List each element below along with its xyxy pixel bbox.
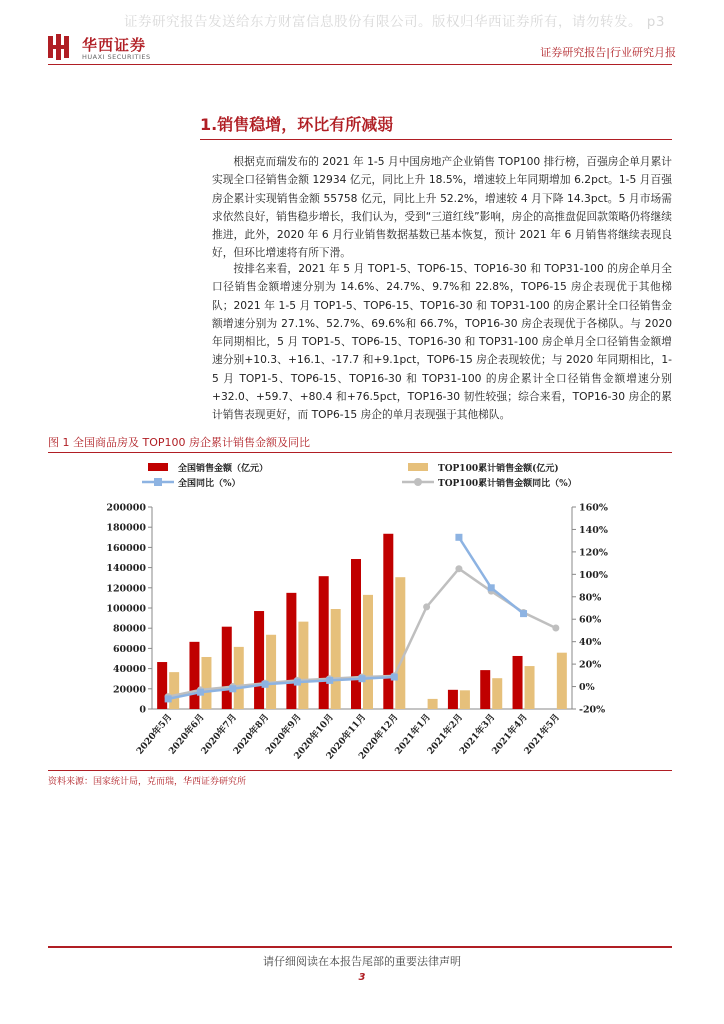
left-tick-label: 140000 — [106, 563, 146, 575]
right-tick-label: 20% — [579, 659, 602, 671]
legend-label-1: TOP100累计销售金额(亿元) — [438, 464, 559, 474]
logo-mark-icon — [48, 34, 70, 60]
top100-sales-bar — [395, 577, 405, 709]
left-tick-label: 120000 — [106, 583, 146, 595]
figure-title-divider — [48, 452, 672, 453]
left-tick-label: 200000 — [106, 502, 146, 514]
national-sales-bar — [286, 593, 296, 709]
x-tick-label: 2020年7月 — [199, 712, 240, 757]
national-sales-bar — [351, 559, 361, 709]
top100-sales-bar — [460, 690, 470, 709]
national-sales-bar — [222, 627, 232, 709]
right-tick-label: 40% — [579, 637, 602, 649]
section-title: 1.销售稳增，环比有所减弱 — [200, 115, 394, 134]
top100-yoy-point — [455, 565, 462, 572]
sales-chart — [48, 455, 672, 767]
left-tick-label: 160000 — [106, 542, 146, 554]
national-sales-bar — [448, 690, 458, 709]
header-report-type: 证券研究报告|行业研究月报 — [540, 46, 676, 59]
national-yoy-point — [488, 584, 495, 591]
top100-yoy-point — [423, 603, 430, 610]
national-yoy-point — [326, 677, 333, 684]
legend-label-2: 全国同比（%） — [178, 479, 241, 489]
national-yoy-point — [165, 695, 172, 702]
source-note: 资料来源：国家统计局，克而瑞，华西证券研究所 — [48, 777, 247, 787]
x-tick-label: 2021年4月 — [490, 712, 530, 757]
header-divider — [48, 64, 672, 65]
national-yoy-point — [359, 675, 366, 682]
top100-sales-bar — [428, 699, 438, 709]
national-sales-bar — [254, 611, 264, 709]
x-tick-label: 2020年10月 — [292, 712, 336, 762]
right-tick-label: 80% — [579, 592, 602, 604]
legend-swatch-0 — [148, 463, 168, 471]
section-title-divider — [200, 139, 672, 140]
left-tick-label: 180000 — [106, 522, 146, 534]
left-tick-label: 40000 — [112, 664, 146, 676]
top100-sales-bar — [298, 622, 308, 709]
watermark-text: 证券研究报告发送给东方财富信息股份有限公司。版权归华西证券所有，请勿转发。 p3 — [124, 14, 665, 30]
x-tick-label: 2020年9月 — [264, 712, 304, 757]
national-sales-bar — [319, 576, 329, 709]
legend-label-0: 全国销售金额（亿元） — [178, 464, 269, 474]
company-logo — [48, 34, 158, 66]
left-tick-label: 60000 — [112, 643, 146, 655]
legend-swatch-1 — [408, 463, 428, 471]
x-tick-label: 2020年5月 — [135, 712, 175, 757]
logo-en: HUAXI SECURITIES — [82, 53, 151, 61]
national-yoy-point — [391, 674, 398, 681]
national-sales-bar — [480, 670, 490, 709]
right-tick-label: 160% — [579, 502, 608, 514]
left-tick-label: 0 — [139, 704, 146, 716]
national-sales-bar — [189, 642, 199, 709]
paragraph-2: 按排名来看，2021 年 5 月 TOP1-5、TOP6-15、TOP16-30 和 TOP31-100 的房企单月全口径销售金额增速分别为 14.6%、24.7%、9.7%和 22.8%，TOP6-15 房企表现优于其他梯队；2021 年 1-5 月 TOP1-5、TOP6-15、TOP16-30 和 TOP31-100 的房企累计全口径销售金额增速分别为 27.1%、52.7%、69.6%和 66.7%，TOP16-30 房企表现优于各梯队。与 2020 年同期相比，5 月 TOP1-5、TOP6-15、TOP16-30 和 TOP31-100 房企单月全口径销售金额增速分别+10.3、+16.1、-17.7 和+9.1pct，TOP6-15 房企表现较优；与 2020 年同期相比，1-5 月 TOP1-5、TOP6-15、TOP16-30 和 TOP31-100 的房企累计全口径销售金额增速分别+32.0、+59.7、+80.4 和+76.5pct，TOP16-30 韧性较强；综合来看，TOP16-30 房企的累计销售表现更好，而 TOP6-15 房企的单月表现强于其他梯队。 — [212, 262, 672, 422]
national-sales-bar — [513, 656, 523, 709]
left-tick-label: 100000 — [106, 603, 146, 615]
right-tick-label: 100% — [579, 569, 608, 581]
national-yoy-point — [520, 610, 527, 617]
right-tick-label: 0% — [579, 682, 595, 694]
national-yoy-point — [229, 685, 236, 692]
left-tick-label: 80000 — [112, 623, 146, 635]
x-tick-label: 2021年2月 — [425, 712, 466, 757]
top100-sales-bar — [169, 672, 179, 709]
source-divider — [48, 770, 672, 771]
national-yoy-point — [262, 681, 269, 688]
legend-marker-3 — [414, 478, 422, 486]
right-tick-label: 140% — [579, 524, 608, 536]
top100-sales-bar — [331, 609, 341, 709]
x-tick-label: 2021年5月 — [522, 712, 563, 757]
page-number: 3 — [358, 972, 366, 983]
figure-title: 图 1 全国商品房及 TOP100 房企累计销售金额及同比 — [48, 436, 310, 449]
national-yoy-point — [455, 534, 462, 541]
top100-sales-bar — [201, 657, 211, 709]
legend-marker-2 — [154, 478, 162, 486]
legend-label-3: TOP100累计销售金额同比（%） — [438, 479, 577, 489]
national-yoy-point — [197, 689, 204, 696]
x-tick-label: 2020年8月 — [232, 712, 272, 757]
paragraph-1: 根据克而瑞发布的 2021 年 1-5 月中国房地产企业销售 TOP100 排行榜，百强房企单月累计实现全口径销售金额 12934 亿元，同比上升 18.5%，增速较上年同期增加 6.2pct。1-5 月百强房企累计实现销售金额 55758 亿元，同比上升 52.2%，增速较 4 月下降 14.3pct。5 月市场需求依然良好，销售稳步增长，我们认为，受到“三道红线”影响，房企的高推盘促回款策略仍将继续推进，此外，2020 年 6 月行业销售数据基数已基本恢复，预计 2021 年 6 月销售将继续表现良好，但环比增速将有所下滑。 — [212, 155, 672, 260]
left-tick-label: 20000 — [112, 684, 146, 696]
top100-sales-bar — [557, 653, 567, 709]
top100-sales-bar — [266, 635, 276, 709]
footer-disclaimer: 请仔细阅读在本报告尾部的重要法律声明 — [263, 955, 461, 968]
national-yoy-point — [294, 679, 301, 686]
x-tick-label: 2021年3月 — [458, 712, 498, 757]
top100-yoy-point — [552, 624, 559, 631]
top100-sales-bar — [234, 647, 244, 709]
national-sales-bar — [383, 534, 393, 709]
top100-sales-bar — [363, 595, 373, 709]
top100-sales-bar — [492, 678, 502, 709]
right-tick-label: 120% — [579, 547, 608, 559]
top100-sales-bar — [525, 666, 535, 709]
x-tick-label: 2021年1月 — [393, 712, 433, 757]
x-tick-label: 2020年6月 — [167, 712, 207, 757]
right-tick-label: -20% — [579, 704, 606, 716]
footer-divider — [48, 946, 672, 948]
right-tick-label: 60% — [579, 614, 602, 626]
x-tick-label: 2020年12月 — [357, 712, 401, 762]
logo-name: 华西证券 — [82, 36, 147, 54]
x-tick-label: 2020年11月 — [324, 712, 369, 762]
